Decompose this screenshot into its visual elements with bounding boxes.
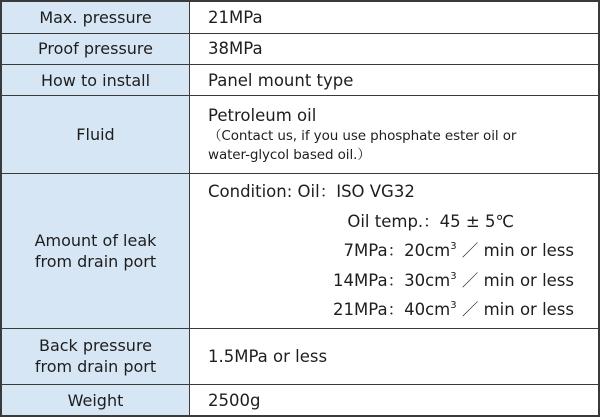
leak-14mpa	[208, 266, 584, 296]
fluid-type: Petroleum oil	[208, 105, 317, 125]
value-max-pressure: 21MPa	[190, 1, 600, 33]
leak-21mpa-suffix: ／ min or less	[456, 300, 574, 320]
leak-14mpa-value: 14MPa：30cm	[333, 270, 451, 290]
label-amount-of-leak-line-2: from drain port	[34, 251, 157, 271]
spec-row-how-to-install	[1, 65, 599, 96]
leak-7mpa	[208, 236, 584, 266]
fluid-note-line-1: （Contact us, if you use phosphate ester oil or	[208, 127, 517, 144]
value-weight: 2500g	[190, 385, 600, 416]
spec-row-proof-pressure	[1, 33, 599, 64]
leak-7mpa-suffix: ／ min or less	[456, 241, 574, 261]
value-back-pressure: 1.5MPa or less	[190, 328, 600, 385]
value-proof-pressure: 38MPa	[190, 33, 600, 64]
label-max-pressure: Max. pressure	[1, 1, 190, 33]
leak-oil-temp: Oil temp.：45 ± 5℃	[347, 211, 514, 231]
label-back-pressure	[1, 328, 190, 385]
value-how-to-install: Panel mount type	[190, 65, 600, 96]
leak-7mpa-exponent: 3	[450, 241, 457, 253]
spec-row-amount-of-leak	[1, 174, 599, 328]
leak-21mpa-value: 21MPa：40cm	[333, 300, 451, 320]
label-weight: Weight	[1, 385, 190, 416]
label-back-pressure-line-1: Back pressure	[38, 336, 153, 356]
spec-row-weight	[1, 385, 599, 416]
label-amount-of-leak-line-1: Amount of leak	[34, 230, 157, 250]
spec-row-fluid	[1, 96, 599, 174]
label-fluid: Fluid	[1, 96, 190, 174]
leak-condition: Condition: Oil：ISO VG32	[208, 182, 415, 202]
label-how-to-install: How to install	[1, 65, 190, 96]
label-amount-of-leak	[1, 174, 190, 328]
label-proof-pressure: Proof pressure	[1, 33, 190, 64]
leak-21mpa	[208, 295, 584, 325]
leak-21mpa-exponent: 3	[450, 300, 457, 312]
leak-14mpa-exponent: 3	[450, 270, 457, 282]
leak-7mpa-value: 7MPa：20cm	[343, 241, 451, 261]
spec-row-max-pressure	[1, 1, 599, 33]
spec-row-back-pressure	[1, 328, 599, 385]
fluid-note-line-2: water-glycol based oil.）	[208, 146, 371, 163]
value-amount-of-leak	[190, 174, 600, 328]
leak-14mpa-suffix: ／ min or less	[456, 270, 574, 290]
value-fluid	[190, 96, 600, 174]
label-back-pressure-line-2: from drain port	[34, 357, 157, 377]
